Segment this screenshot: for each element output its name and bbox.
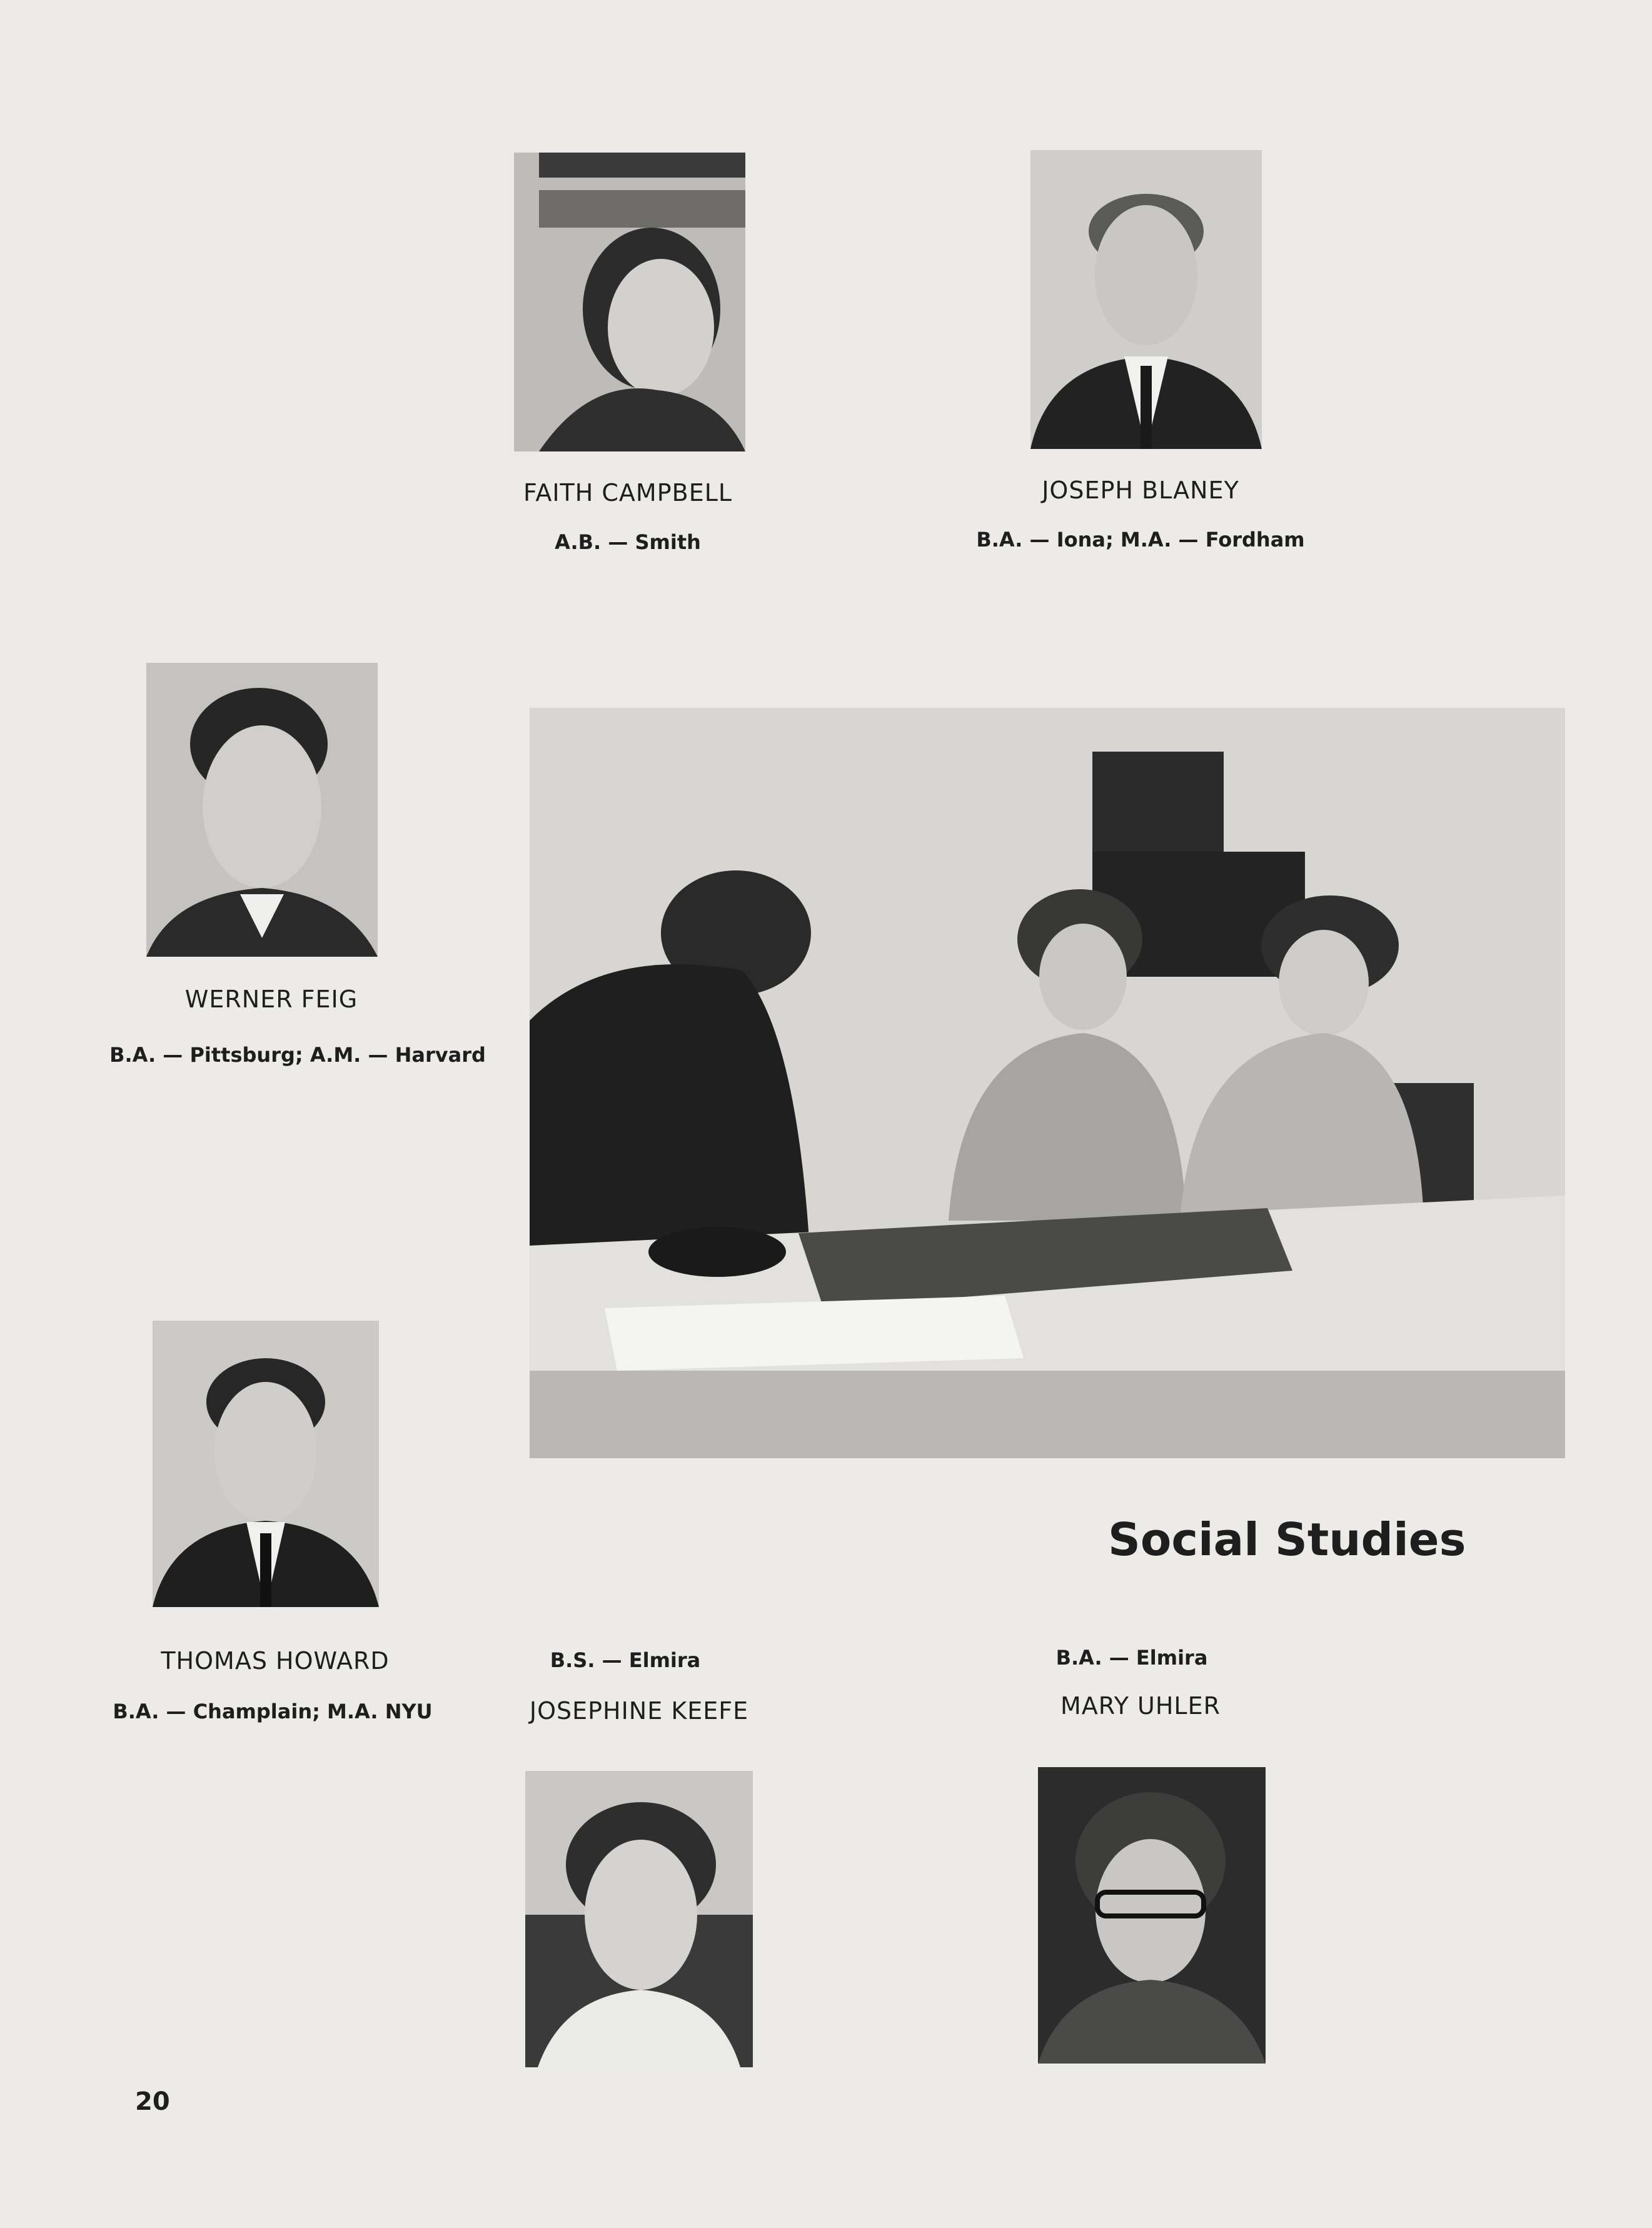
portrait-faith-campbell — [514, 153, 745, 451]
faculty-name: JOSEPH BLANEY — [1042, 476, 1239, 504]
faculty-degree: B.A. — Elmira — [1055, 1646, 1208, 1670]
section-title: Social Studies — [1108, 1513, 1466, 1566]
group-photo — [530, 708, 1565, 1458]
faculty-degree: B.A. — Champlain; M.A. NYU — [113, 1700, 433, 1723]
faculty-degree: B.S. — Elmira — [550, 1648, 701, 1672]
page-number: 20 — [135, 2087, 170, 2116]
faculty-name: FAITH CAMPBELL — [523, 479, 733, 507]
portrait-werner-feig — [146, 663, 378, 957]
portrait-josephine-keefe — [525, 1771, 753, 2067]
faculty-name: THOMAS HOWARD — [161, 1647, 390, 1675]
faculty-degree: B.A. — Pittsburg; A.M. — Harvard — [109, 1043, 486, 1067]
faculty-degree: B.A. — Iona; M.A. — Fordham — [976, 528, 1305, 552]
portrait-thomas-howard — [153, 1321, 379, 1607]
faculty-name: WERNER FEIG — [184, 985, 358, 1013]
faculty-degree: A.B. — Smith — [555, 530, 701, 554]
portrait-mary-uhler — [1038, 1767, 1266, 2064]
portrait-joseph-blaney — [1030, 150, 1262, 449]
faculty-name: JOSEPHINE KEEFE — [529, 1697, 749, 1725]
faculty-name: MARY UHLER — [1060, 1692, 1221, 1720]
